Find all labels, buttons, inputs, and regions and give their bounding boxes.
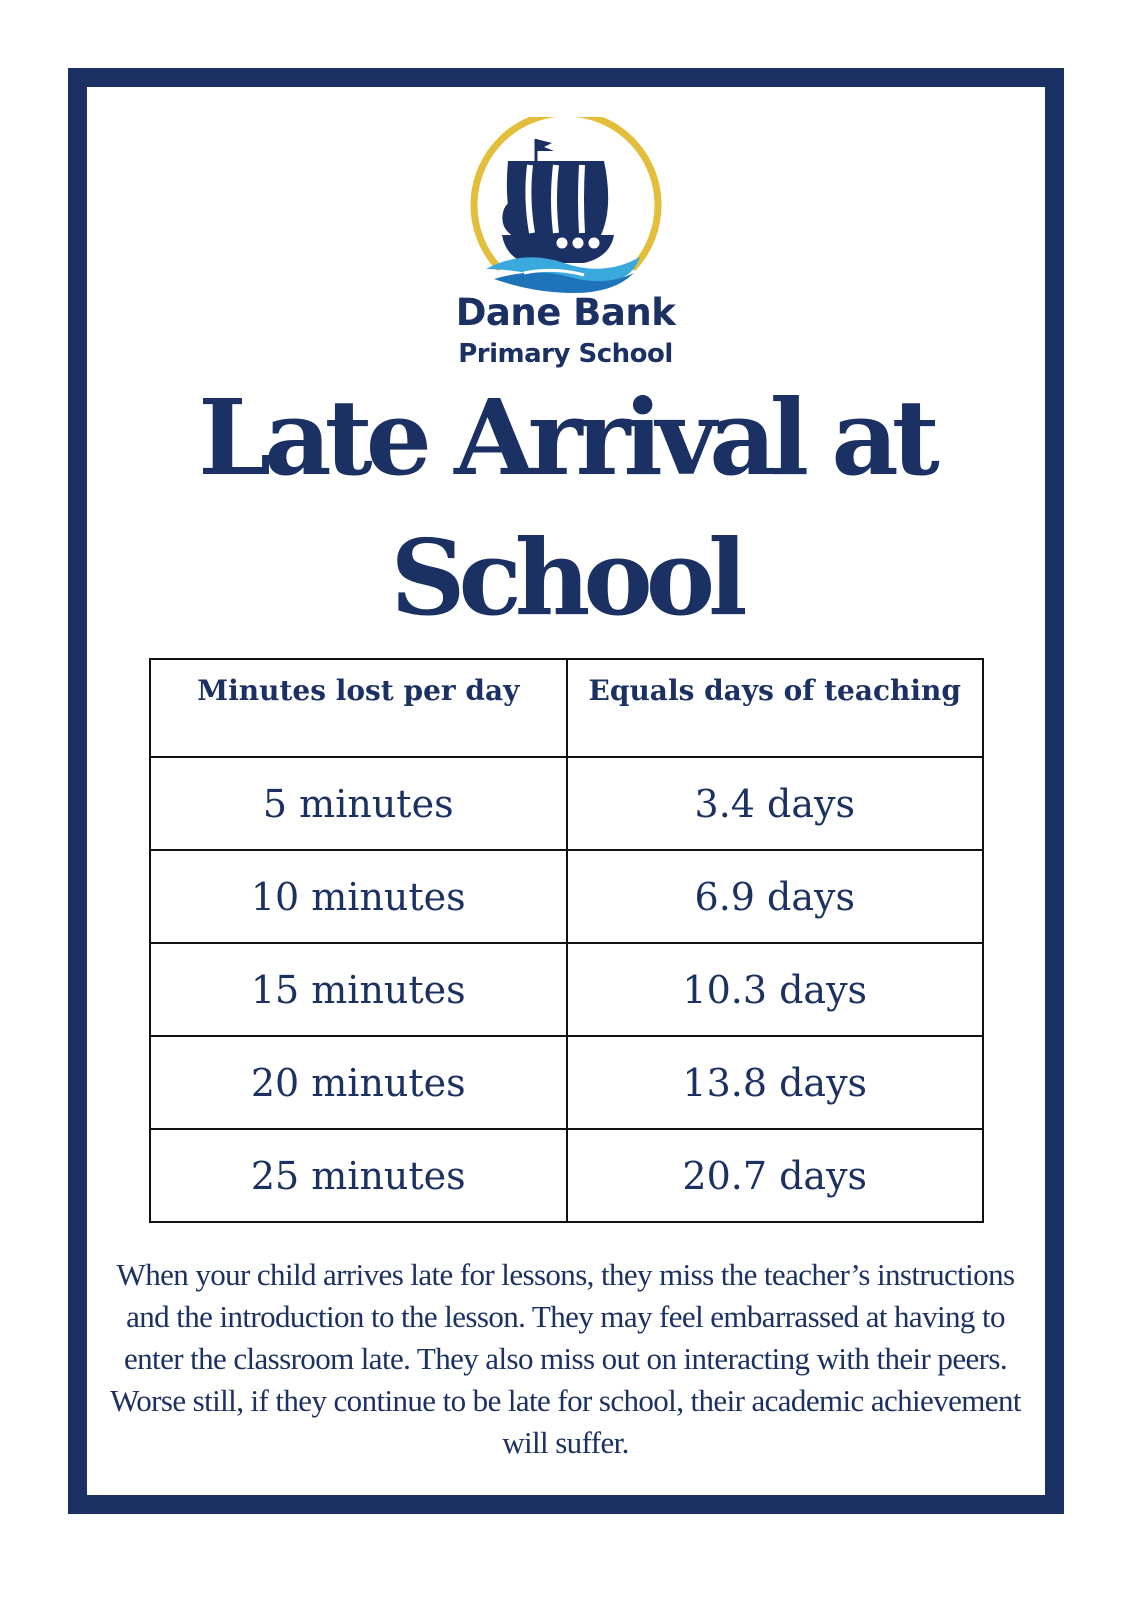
table-row [150, 757, 983, 850]
days-cell: 13.8 days [567, 1036, 984, 1129]
page-title-line-1: Late Arrival at [198, 376, 933, 499]
days-cell: 6.9 days [567, 850, 984, 943]
minutes-cell: 25 minutes [150, 1129, 567, 1222]
minutes-cell: 15 minutes [150, 943, 567, 1036]
explanation-paragraph: When your child arrives late for lessons, they miss the teacher’s instructions and the introduction to the lesson. They may feel embarrassed at having to enter the classroom late. They also miss out on interacting with their peers. Worse still, if they continue to be late for school, their academic achievement will suffer. [110, 1257, 1021, 1460]
table-row [150, 1036, 983, 1129]
school-name: Dane Bank [455, 291, 676, 334]
table-row [150, 1129, 983, 1222]
days-cell: 10.3 days [567, 943, 984, 1036]
late-arrival-table [149, 658, 984, 1223]
column-header-days: Equals days of teaching [567, 659, 984, 757]
minutes-cell: 20 minutes [150, 1036, 567, 1129]
viking-ship-logo-icon [464, 117, 668, 295]
minutes-cell: 10 minutes [150, 850, 567, 943]
table-header-row [150, 659, 983, 757]
column-header-minutes: Minutes lost per day [150, 659, 567, 757]
minutes-cell: 5 minutes [150, 757, 567, 850]
days-cell: 3.4 days [567, 757, 984, 850]
table-row [150, 850, 983, 943]
days-cell: 20.7 days [567, 1129, 984, 1222]
school-subname: Primary School [458, 339, 673, 369]
page-title-line-2: School [390, 516, 741, 639]
table-row [150, 943, 983, 1036]
